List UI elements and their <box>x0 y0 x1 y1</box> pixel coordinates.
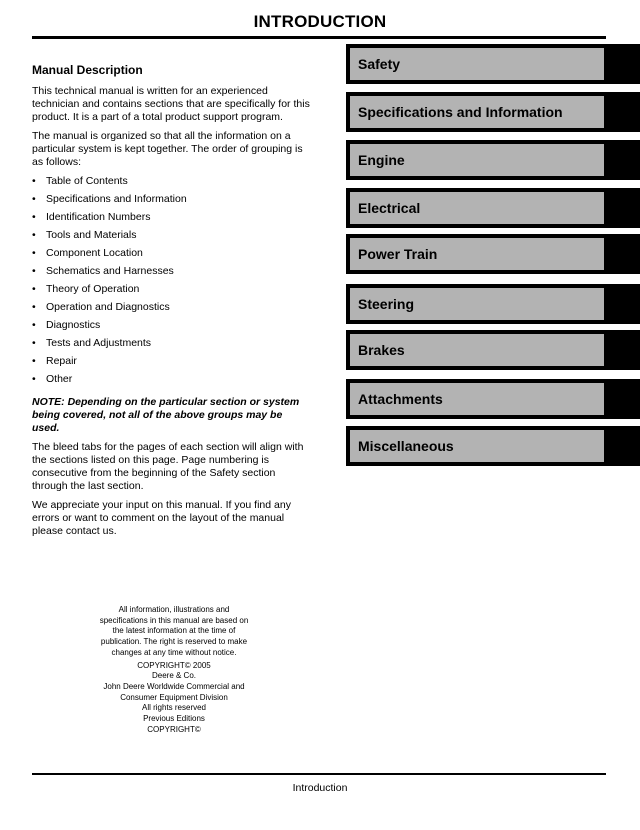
tab-steering[interactable] <box>346 284 640 324</box>
header-rule <box>32 36 606 39</box>
list-item: • Specifications and Information <box>32 193 187 205</box>
copyright-line: COPYRIGHT© <box>147 724 201 734</box>
bullet-icon: • <box>32 193 36 205</box>
intro-paragraph: This technical manual is written for an experienced technician and contains sections that are specifically for this product. It is a part of a total product support program. <box>32 85 310 123</box>
bullet-icon: • <box>32 211 36 223</box>
list-item: • Identification Numbers <box>32 211 151 223</box>
tab-label: Engine <box>350 144 604 176</box>
tab-label: Brakes <box>350 334 604 366</box>
list-item: • Operation and Diagnostics <box>32 301 170 313</box>
tab-label: Miscellaneous <box>350 430 604 462</box>
list-item: • Component Location <box>32 247 143 259</box>
copyright-line: Previous Editions <box>143 714 205 724</box>
copyright-line: John Deere Worldwide Commercial and Consumer Equipment Division <box>103 681 245 702</box>
group-list <box>32 175 312 391</box>
tab-label: Specifications and Information <box>350 96 604 128</box>
tab-electrical[interactable] <box>346 188 640 228</box>
section-heading: Manual Description <box>32 63 143 77</box>
list-item: • Diagnostics <box>32 319 101 331</box>
bullet-icon: • <box>32 319 36 331</box>
copyright-line: All rights reserved <box>141 703 207 713</box>
list-item: • Tools and Materials <box>32 229 137 241</box>
tab-specifications[interactable] <box>346 92 640 132</box>
list-item: • Tests and Adjustments <box>32 337 152 349</box>
tab-safety[interactable] <box>346 44 640 84</box>
feedback-paragraph: We appreciate your input on this manual. If you find any errors or want to comment on the layout of the manual please contact us. <box>32 499 291 537</box>
bullet-icon: • <box>32 373 36 385</box>
bullet-icon: • <box>32 301 36 313</box>
note-text: NOTE: Depending on the particular section or system being covered, not all of the above groups may be used. <box>32 396 300 434</box>
footer-label: Introduction <box>292 782 348 794</box>
bullet-icon: • <box>32 283 36 295</box>
list-item: • Schematics and Harnesses <box>32 265 174 277</box>
tab-engine[interactable] <box>346 140 640 180</box>
bullet-icon: • <box>32 355 36 367</box>
list-item: • Table of Contents <box>32 175 128 187</box>
tab-label: Electrical <box>350 192 604 224</box>
list-item: • Theory of Operation <box>32 283 140 295</box>
disclaimer-text: All information, illustrations and specifications in this manual are based on the latest information at the time of publication. The right is reserved to make changes at any time without notice. <box>99 605 249 657</box>
tab-label: Steering <box>350 288 604 320</box>
bullet-icon: • <box>32 229 36 241</box>
bleed-tabs-paragraph: The bleed tabs for the pages of each section will align with the sections listed on this page. Page numbering is consecutive from the beginning of the Safety section through the last section. <box>32 441 304 492</box>
tab-attachments[interactable] <box>346 379 640 419</box>
tab-miscellaneous[interactable] <box>346 426 640 466</box>
list-item: • Other <box>32 373 73 385</box>
list-item: • Repair <box>32 355 77 367</box>
copyright-line: Deere & Co. <box>151 671 197 681</box>
bullet-icon: • <box>32 265 36 277</box>
tab-power-train[interactable] <box>346 234 640 274</box>
bullet-icon: • <box>32 247 36 259</box>
manual-description-section <box>32 64 312 544</box>
tab-brakes[interactable] <box>346 330 640 370</box>
tab-label: Safety <box>350 48 604 80</box>
footer-rule <box>32 773 606 775</box>
tab-label: Attachments <box>350 383 604 415</box>
organization-paragraph: The manual is organized so that all the information on a particular system is kept together. The order of grouping is as follows: <box>32 130 303 168</box>
bullet-icon: • <box>32 175 36 187</box>
bullet-icon: • <box>32 337 36 349</box>
copyright-line: COPYRIGHT© 2005 <box>137 660 211 670</box>
page-title: INTRODUCTION <box>253 12 387 31</box>
tab-label: Power Train <box>350 238 604 270</box>
copyright-block <box>96 605 252 735</box>
